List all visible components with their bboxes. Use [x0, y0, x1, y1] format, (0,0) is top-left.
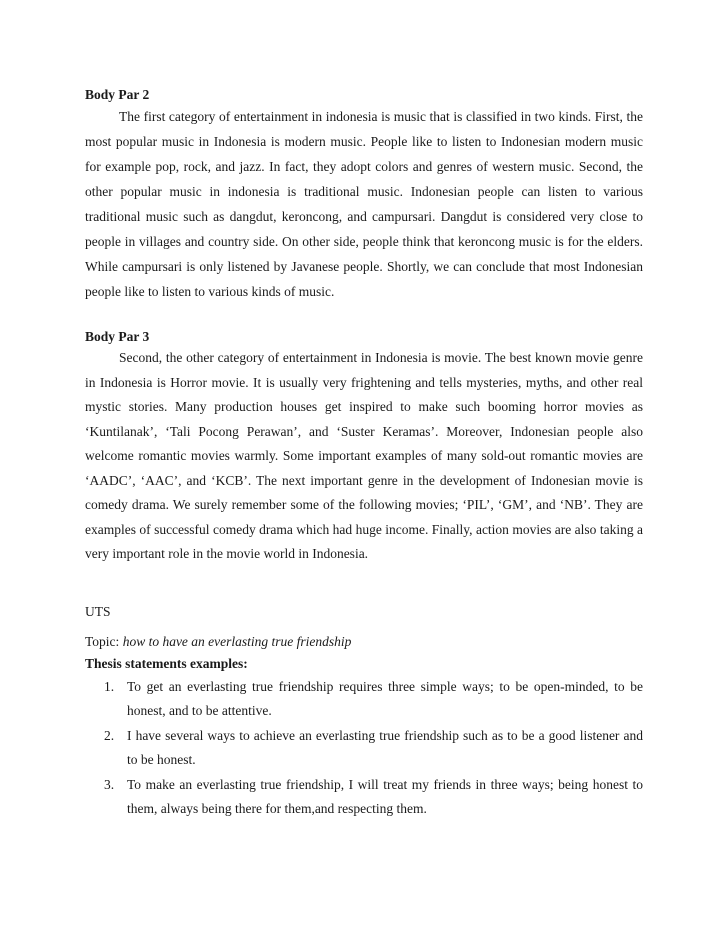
list-item-text: I have several ways to achieve an everlasting true friendship such as to be a good listener and to be honest.	[127, 727, 643, 767]
uts-title: UTS	[85, 603, 111, 619]
list-item-text: To make an everlasting true friendship, I will treat my friends in three ways; being honest to them, always being there for them,and respecting them.	[127, 776, 643, 816]
body-par-3-heading: Body Par 3	[85, 329, 150, 344]
body-par-3-text: Second, the other category of entertainment in Indonesia is movie. The best known movie genre in Indonesia is Horror movie. It is usually very frightening and tells mysteries, myths, and other real mystic stories. Many production houses get inspired to make such booming horror movies as ‘Kuntilanak’, ‘Tali Pocong Perawan’, and ‘Suster Keramas’. Moreover, Indonesian people also welcome romantic movies warmly. Some important examples of many sold-out romantic movies are ‘AADC’, ‘AAC’, and ‘KCB’. The next important genre in the development of Indonesian movie is comedy drama. We surely remember some of the following movies; ‘PIL’, ‘GM’, and ‘NB’. They are examples of successful comedy drama which had huge income. Finally, action movies are also taking a very important role in the movie world in Indonesia.	[85, 350, 643, 561]
document-content	[85, 86, 643, 822]
body-par-2-text: The first category of entertainment in indonesia is music that is classified in two kinds. First, the most popular music in Indonesia is modern music. People like to listen to Indonesian modern music for example pop, rock, and jazz. In fact, they adopt colors and genres of western music. Second, the other popular music in indonesia is traditional music. Indonesian people can listen to various traditional music such as dangdut, keroncong, and campursari. Dangdut is considered very close to people in villages and country side. On other side, people think that keroncong music is for the elders. While campursari is only listened by Javanese people. Shortly, we can conclude that most Indonesian people like to listen to various kinds of music.	[85, 109, 643, 299]
list-item	[85, 675, 643, 724]
topic-value: how to have an everlasting true friendship	[122, 633, 352, 649]
body-par-2-heading: Body Par 2	[85, 87, 150, 102]
list-item-number: 2.	[104, 727, 115, 743]
topic-line	[85, 631, 643, 653]
list-item-text: To get an everlasting true friendship requires three simple ways; to be open-minded, to be honest, and to be attentive.	[127, 678, 643, 718]
list-item	[85, 724, 643, 773]
thesis-heading: Thesis statements examples:	[85, 655, 248, 671]
thesis-list	[85, 675, 643, 822]
list-item	[85, 773, 643, 822]
list-item-number: 1.	[104, 678, 115, 694]
topic-label: Topic:	[85, 633, 123, 649]
list-item-number: 3.	[104, 776, 115, 792]
